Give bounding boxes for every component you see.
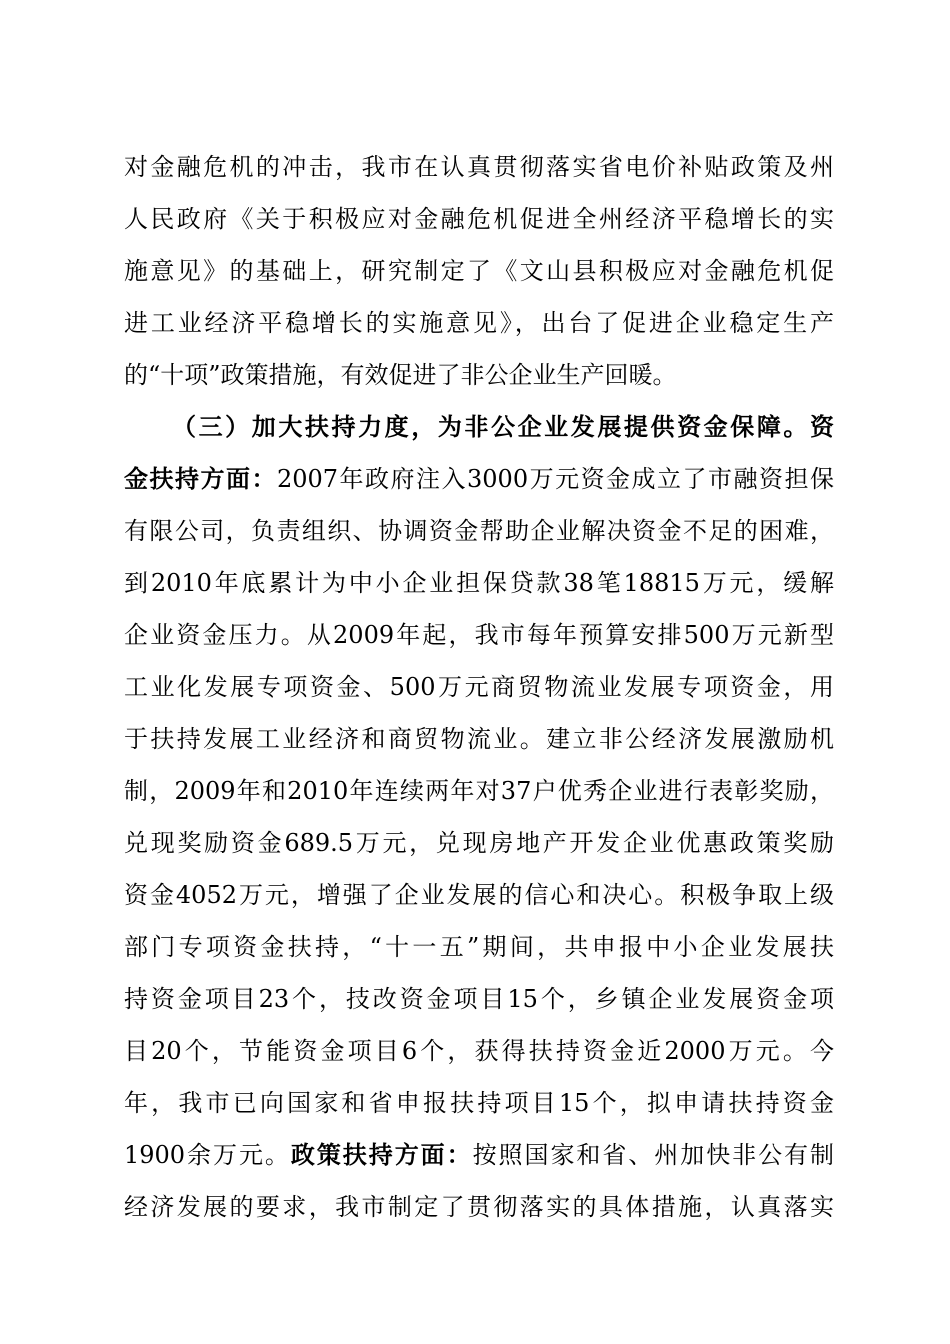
text-segment: 部门专项资金扶持，“十一五”期间，共申报中小企业发展扶 xyxy=(124,933,834,961)
text-segment: 有限公司，负责组织、协调资金帮助企业解决资金不足的困难， xyxy=(124,517,834,545)
text-segment: 持资金项目23个，技改资金项目15个，乡镇企业发展资金项 xyxy=(124,985,834,1013)
text-line xyxy=(124,147,834,187)
text-segment: 1900余万元。 xyxy=(124,1141,291,1169)
text-line xyxy=(124,719,834,759)
text-line xyxy=(124,303,834,343)
text-line xyxy=(124,563,834,603)
text-line xyxy=(124,1187,834,1227)
text-line xyxy=(124,667,834,707)
text-segment: 制，2009年和2010年连续两年对37户优秀企业进行表彰奖励， xyxy=(124,777,834,805)
text-segment: 人民政府《关于积极应对金融危机促进全州经济平稳增长的实 xyxy=(124,205,834,233)
text-segment: 资金4052万元，增强了企业发展的信心和决心。积极争取上级 xyxy=(124,881,834,909)
text-line xyxy=(124,511,834,551)
text-line xyxy=(124,199,834,239)
text-line xyxy=(124,459,834,499)
text-line xyxy=(124,1031,834,1071)
text-segment: 按照国家和省、州加快非公有制 xyxy=(472,1141,835,1169)
text-segment: 进工业经济平稳增长的实施意见》，出台了促进企业稳定生产 xyxy=(124,309,834,337)
bold-text-segment: 政策扶持方面： xyxy=(290,1140,473,1169)
text-line xyxy=(124,1135,834,1175)
text-line xyxy=(124,979,834,1019)
text-line xyxy=(124,355,834,395)
text-line xyxy=(124,875,834,915)
text-segment: 对金融危机的冲击，我市在认真贯彻落实省电价补贴政策及州 xyxy=(124,153,834,181)
text-segment: 兑现奖励资金689.5万元，兑现房地产开发企业优惠政策奖励 xyxy=(124,829,834,857)
text-segment: 企业资金压力。从2009年起，我市每年预算安排500万元新型 xyxy=(124,621,834,649)
text-line xyxy=(124,823,834,863)
text-line xyxy=(124,251,834,291)
text-segment: 年，我市已向国家和省申报扶持项目15个，拟申请扶持资金 xyxy=(124,1089,834,1117)
text-segment: 工业化发展专项资金、500万元商贸物流业发展专项资金，用 xyxy=(124,673,834,701)
bold-text-segment: 金扶持方面： xyxy=(124,464,277,493)
text-segment: 目20个，节能资金项目6个，获得扶持资金近2000万元。今 xyxy=(124,1037,834,1065)
text-line xyxy=(172,407,834,447)
text-segment: 的“十项”政策措施，有效促进了非公企业生产回暖。 xyxy=(124,361,677,389)
text-segment: 经济发展的要求，我市制定了贯彻落实的具体措施，认真落实 xyxy=(124,1193,834,1221)
text-line xyxy=(124,615,834,655)
text-segment: 到2010年底累计为中小企业担保贷款38笔18815万元，缓解 xyxy=(124,569,834,597)
text-line xyxy=(124,1083,834,1123)
text-line xyxy=(124,771,834,811)
text-segment: 2007年政府注入3000万元资金成立了市融资担保 xyxy=(276,465,835,493)
text-segment: 施意见》的基础上，研究制定了《文山县积极应对金融危机促 xyxy=(124,257,834,285)
text-line xyxy=(124,927,834,967)
bold-text-segment: （三）加大扶持力度，为非公企业发展提供资金保障。资 xyxy=(172,412,834,441)
text-segment: 于扶持发展工业经济和商贸物流业。建立非公经济发展激励机 xyxy=(124,725,834,753)
